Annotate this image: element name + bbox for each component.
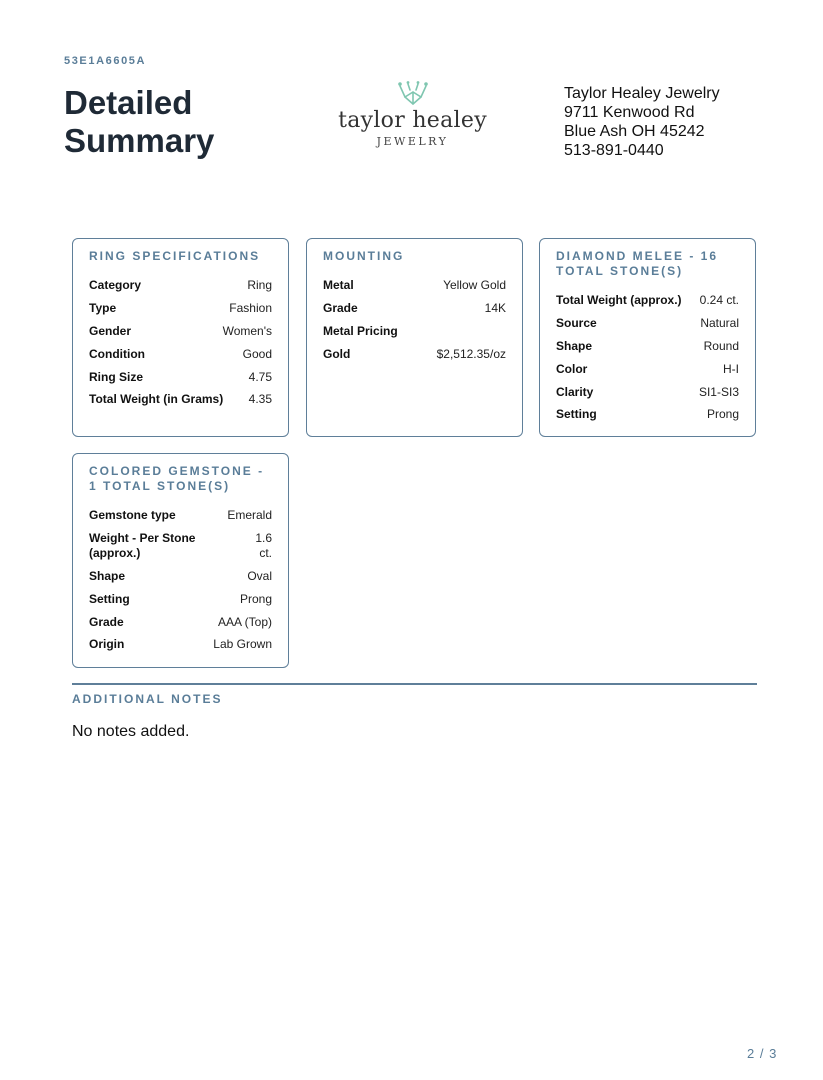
spec-row-setting bbox=[556, 407, 739, 422]
spec-value: 1.6 ct. bbox=[255, 530, 272, 560]
spec-value: SI1-SI3 bbox=[698, 384, 739, 399]
card-title: RING SPECIFICATIONS bbox=[89, 249, 261, 263]
spec-value: H-I bbox=[723, 361, 739, 376]
logo-name: taylor healey bbox=[338, 108, 487, 133]
spec-value: Round bbox=[703, 338, 739, 353]
spec-label: Condition bbox=[89, 346, 145, 361]
address-city: Blue Ash OH 45242 bbox=[564, 123, 705, 140]
mounting-card bbox=[306, 238, 523, 437]
spec-label: Shape bbox=[556, 338, 593, 353]
spec-label: Metal bbox=[323, 278, 354, 292]
spec-value: AAA (Top) bbox=[217, 614, 272, 629]
address-street: 9711 Kenwood Rd bbox=[564, 104, 695, 121]
company-logo bbox=[330, 80, 495, 148]
ring-specifications-card bbox=[72, 238, 289, 437]
spec-row-weight-per-stone bbox=[89, 531, 272, 561]
spec-value: Fashion bbox=[229, 300, 272, 315]
spec-label: Shape bbox=[89, 568, 126, 583]
spec-label: Weight - Per Stone (approx.) bbox=[89, 530, 196, 560]
spec-row-gender bbox=[89, 324, 272, 339]
spec-label: Gemstone type bbox=[89, 508, 176, 522]
spec-row-color bbox=[556, 362, 739, 377]
spec-value: 0.24 ct. bbox=[699, 293, 739, 307]
spec-label: Total Weight (approx.) bbox=[556, 293, 682, 307]
spec-label: Grade bbox=[323, 300, 358, 315]
spec-row-shape bbox=[556, 339, 739, 354]
spec-row-ring-size bbox=[89, 370, 272, 385]
spec-value: Oval bbox=[247, 568, 272, 583]
crown-diamond-icon bbox=[396, 80, 430, 106]
spec-value: $2,512.35/oz bbox=[436, 346, 506, 361]
spec-label: Source bbox=[556, 315, 597, 330]
spec-value: 14K bbox=[484, 300, 506, 315]
address-phone: 513-891-0440 bbox=[564, 142, 664, 159]
spec-value: Prong bbox=[239, 591, 272, 606]
spec-row-gemstone-type bbox=[89, 508, 272, 523]
spec-value: Prong bbox=[706, 407, 739, 422]
spec-row-type bbox=[89, 301, 272, 316]
spec-label: Ring Size bbox=[89, 369, 144, 384]
spec-row-total-weight bbox=[556, 293, 739, 308]
spec-label: Clarity bbox=[556, 384, 594, 399]
document-id: 53E1A6605A bbox=[64, 55, 147, 67]
spec-value: Good bbox=[242, 346, 272, 361]
spec-row-gold bbox=[323, 347, 506, 362]
spec-row-origin bbox=[89, 637, 272, 652]
notes-divider bbox=[72, 683, 757, 685]
spec-row-grade bbox=[323, 301, 506, 316]
spec-row-metal bbox=[323, 278, 506, 293]
spec-row-condition bbox=[89, 347, 272, 362]
spec-label: Setting bbox=[89, 591, 130, 606]
colored-gemstone-card bbox=[72, 453, 289, 668]
spec-row-metal-pricing bbox=[323, 324, 506, 339]
logo-subtitle: JEWELRY bbox=[376, 135, 449, 148]
spec-row-total-weight bbox=[89, 392, 272, 407]
spec-label: Gold bbox=[323, 346, 351, 361]
spec-row-shape bbox=[89, 569, 272, 584]
spec-value: Emerald bbox=[227, 508, 272, 522]
page-title: Detailed Summary bbox=[64, 84, 215, 159]
company-address bbox=[564, 84, 720, 160]
spec-value: Ring bbox=[247, 278, 272, 292]
spec-value: Yellow Gold bbox=[443, 278, 506, 292]
spec-label: Setting bbox=[556, 407, 597, 422]
notes-title: ADDITIONAL NOTES bbox=[72, 692, 223, 706]
spec-label: Total Weight (in Grams) bbox=[89, 392, 224, 407]
diamond-melee-card bbox=[539, 238, 756, 437]
spec-label: Metal Pricing bbox=[323, 323, 398, 338]
spec-label: Color bbox=[556, 361, 588, 376]
spec-label: Origin bbox=[89, 637, 125, 652]
spec-row-setting bbox=[89, 592, 272, 607]
spec-value: 4.35 bbox=[248, 392, 272, 407]
card-title: COLORED GEMSTONE - 1 TOTAL STONE(S) bbox=[89, 464, 265, 493]
card-title: DIAMOND MELEE - 16 TOTAL STONE(S) bbox=[556, 249, 719, 278]
spec-row-category bbox=[89, 278, 272, 293]
spec-label: Gender bbox=[89, 323, 132, 338]
notes-text: No notes added. bbox=[72, 723, 190, 740]
spec-value: Women's bbox=[222, 323, 272, 338]
spec-value: Lab Grown bbox=[213, 637, 272, 652]
spec-label: Type bbox=[89, 300, 117, 315]
spec-value: Natural bbox=[700, 315, 739, 330]
spec-label: Grade bbox=[89, 614, 124, 629]
spec-row-grade bbox=[89, 615, 272, 630]
page-indicator: 2 / 3 bbox=[747, 1046, 778, 1061]
spec-label: Category bbox=[89, 278, 142, 292]
spec-row-source bbox=[556, 316, 739, 331]
address-company: Taylor Healey Jewelry bbox=[564, 85, 720, 102]
card-title: MOUNTING bbox=[323, 249, 405, 263]
spec-value: 4.75 bbox=[248, 369, 272, 384]
spec-row-clarity bbox=[556, 385, 739, 400]
